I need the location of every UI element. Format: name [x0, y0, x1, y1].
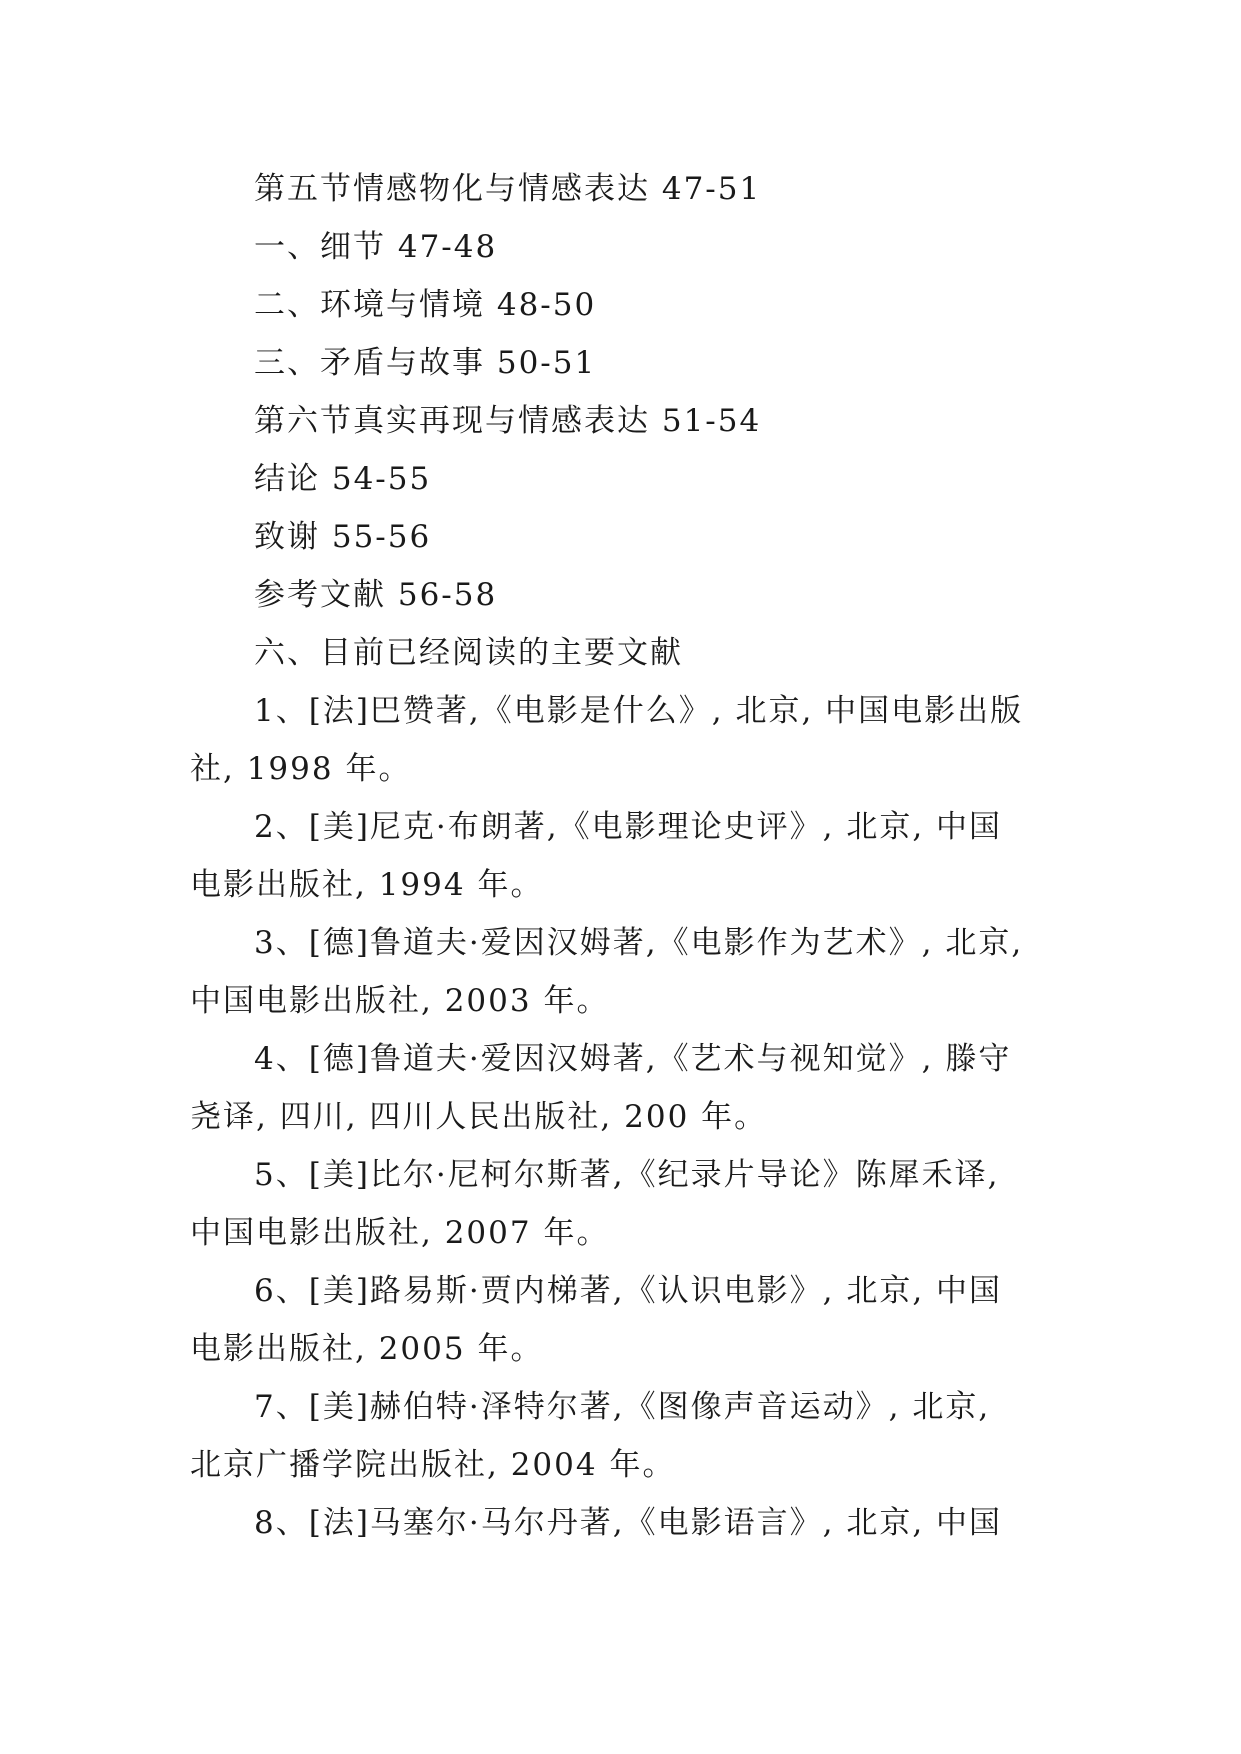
- reference-line: 北京广播学院出版社, 2004 年。: [190, 1447, 676, 1483]
- reference-item: [190, 1146, 1050, 1262]
- toc-entry: 三、矛盾与故事 50-51: [254, 345, 597, 381]
- reference-line: 社, 1998 年。: [190, 751, 412, 787]
- reference-line: 4、[德]鲁道夫·爱因汉姆著,《艺术与视知觉》, 滕守: [254, 1041, 1012, 1077]
- reference-line: 3、[德]鲁道夫·爱因汉姆著,《电影作为艺术》, 北京,: [254, 925, 1024, 961]
- table-of-contents: [254, 160, 1054, 624]
- toc-entry: 二、环境与情境 48-50: [254, 287, 597, 323]
- toc-entry: 结论 54-55: [254, 461, 432, 497]
- reference-list: [190, 682, 1050, 1610]
- reference-line: 电影出版社, 1994 年。: [190, 867, 544, 903]
- toc-entry: 一、细节 47-48: [254, 229, 498, 265]
- reference-item: [190, 1030, 1050, 1146]
- reference-line: 6、[美]路易斯·贾内梯著,《认识电影》, 北京, 中国: [254, 1273, 1003, 1309]
- reference-item: [190, 1262, 1050, 1378]
- reference-item: [190, 682, 1050, 798]
- toc-entry: 第六节真实再现与情感表达 51-54: [254, 403, 762, 439]
- reference-line: 电影出版社, 2005 年。: [190, 1331, 544, 1367]
- toc-entry: 致谢 55-56: [254, 519, 432, 555]
- reference-line: 7、[美]赫伯特·泽特尔著,《图像声音运动》, 北京,: [254, 1389, 991, 1425]
- reference-line: 尧译, 四川, 四川人民出版社, 200 年。: [190, 1099, 768, 1135]
- reference-line: 中国电影出版社, 2007 年。: [190, 1215, 610, 1251]
- toc-entry: 参考文献 56-58: [254, 577, 498, 613]
- reference-line: 中国电影出版社, 2003 年。: [190, 983, 610, 1019]
- reference-item: [190, 914, 1050, 1030]
- reference-item: [190, 1494, 1050, 1610]
- toc-entry: 第五节情感物化与情感表达 47-51: [254, 171, 762, 207]
- section-heading: 六、目前已经阅读的主要文献: [254, 635, 683, 671]
- reference-item: [190, 1378, 1050, 1494]
- reference-line: 8、[法]马塞尔·马尔丹著,《电影语言》, 北京, 中国: [254, 1505, 1003, 1541]
- reference-line: 5、[美]比尔·尼柯尔斯著,《纪录片导论》陈犀禾译,: [254, 1157, 1000, 1193]
- reference-line: 1、[法]巴赞著,《电影是什么》, 北京, 中国电影出版: [254, 693, 1024, 729]
- reference-item: [190, 798, 1050, 914]
- reference-line: 2、[美]尼克·布朗著,《电影理论史评》, 北京, 中国: [254, 809, 1003, 845]
